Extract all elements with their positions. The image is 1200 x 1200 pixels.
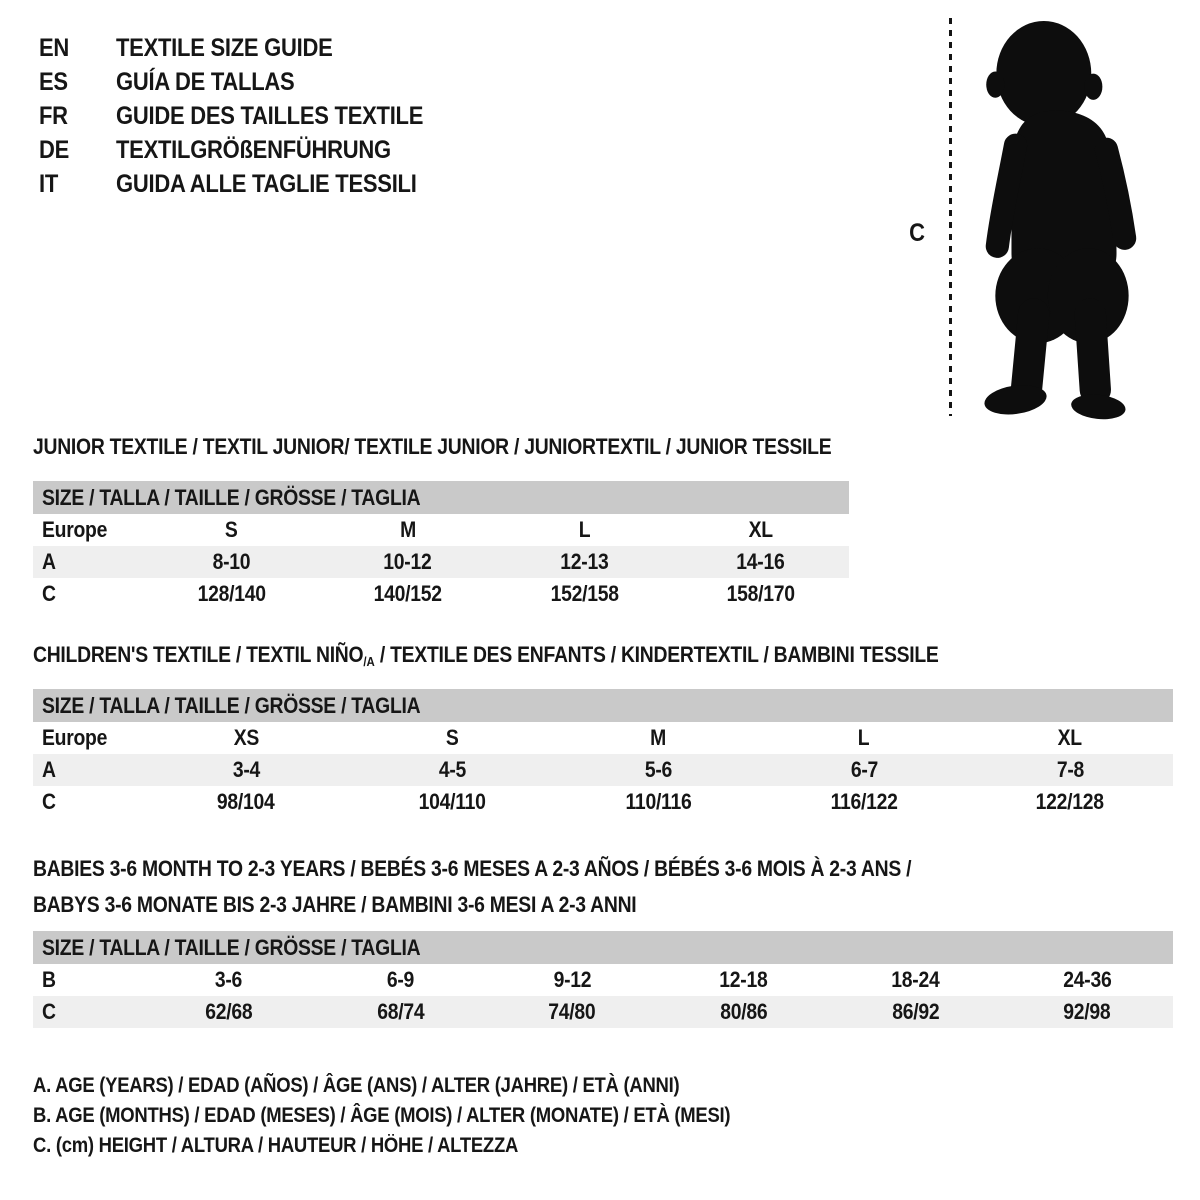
size-value-cell: XL (748, 517, 773, 542)
junior-size-table (33, 481, 849, 610)
table-row-europe (33, 514, 849, 546)
size-value-cell: M (399, 517, 416, 542)
size-value-cell: 6-7 (850, 757, 878, 782)
size-value-cell: 92/98 (1063, 999, 1111, 1024)
row-label: C (42, 999, 56, 1024)
table-row-months (33, 964, 1173, 996)
table-row-age (33, 754, 1173, 786)
toddler-silhouette-icon (973, 16, 1155, 420)
language-row (39, 167, 465, 201)
legend-line-b: B. AGE (MONTHS) / EDAD (MESES) / ÂGE (MOIS) / ALTER (MONATE) / ETÀ (MESI) (33, 1104, 731, 1127)
size-value-cell: 6-9 (386, 967, 415, 992)
size-value-cell: XS (233, 725, 259, 750)
language-title: GUÍA DE TALLAS (116, 67, 295, 96)
size-value-cell: 128/140 (197, 581, 266, 606)
size-value-cell: 104/110 (418, 789, 486, 814)
size-value-cell: 158/170 (726, 581, 795, 606)
babies-section-title: BABIES 3-6 MONTH TO 2-3 YEARS / BEBÉS 3-6 MESES A 2-3 AÑOS / BÉBÉS 3-6 MOIS À 2-3 ANS / BABYS 3-6 MONATE BIS 2-3 JAHRE / BAMBINI 3-6 MESI A 2-3 ANNI (33, 856, 912, 917)
legend-line-c: C. (cm) HEIGHT / ALTURA / HAUTEUR / HÖHE / ALTEZZA (33, 1134, 519, 1157)
table-row-height (33, 578, 849, 610)
size-value-cell: 9-12 (553, 967, 592, 992)
size-value-cell: 12-13 (560, 549, 609, 574)
junior-section-title: JUNIOR TEXTILE / TEXTIL JUNIOR/ TEXTILE JUNIOR / JUNIORTEXTIL / JUNIOR TESSILE (33, 434, 832, 459)
language-title: GUIDE DES TAILLES TEXTILE (116, 101, 424, 130)
size-value-cell: 62/68 (205, 999, 253, 1024)
size-value-cell: L (578, 517, 591, 542)
row-label: Europe (42, 517, 108, 542)
size-value-cell: 4-5 (438, 757, 466, 782)
size-value-cell: S (445, 725, 459, 750)
language-title: TEXTILE SIZE GUIDE (116, 33, 333, 62)
language-code: DE (39, 135, 70, 164)
language-title-list (39, 31, 465, 201)
height-measure-label: C (909, 219, 925, 247)
size-value-cell: 10-12 (383, 549, 432, 574)
size-value-cell: XL (1057, 725, 1083, 750)
size-value-cell: 5-6 (644, 757, 672, 782)
children-size-table (33, 689, 1173, 818)
size-value-cell: 152/158 (550, 581, 619, 606)
language-title: GUIDA ALLE TAGLIE TESSILI (116, 169, 417, 198)
height-measure-line (949, 18, 952, 416)
size-table-header: SIZE / TALLA / TAILLE / GRÖSSE / TAGLIA (33, 931, 1173, 964)
size-value-cell: 14-16 (736, 549, 785, 574)
row-label: A (42, 549, 56, 574)
table-row-height (33, 786, 1173, 818)
legend-line-a: A. AGE (YEARS) / EDAD (AÑOS) / ÂGE (ANS) / ALTER (JAHRE) / ETÀ (ANNI) (33, 1074, 680, 1097)
size-value-cell: 98/104 (217, 789, 275, 814)
language-title: TEXTILGRÖßENFÜHRUNG (116, 135, 391, 164)
size-value-cell: 3-6 (215, 967, 243, 992)
language-code: FR (39, 101, 68, 130)
row-label: B (42, 967, 56, 992)
language-row (39, 133, 465, 167)
row-label: C (42, 581, 56, 606)
size-value-cell: 3-4 (232, 757, 260, 782)
table-row-height (33, 996, 1173, 1028)
size-value-cell: 12-18 (719, 967, 768, 992)
row-label: A (42, 757, 56, 782)
size-value-cell: 74/80 (548, 999, 596, 1024)
size-value-cell: L (858, 725, 870, 750)
size-value-cell: S (224, 517, 238, 542)
legend-footer (33, 1071, 825, 1161)
size-value-cell: 116/122 (830, 789, 898, 814)
table-row-age (33, 546, 849, 578)
nino-a-subscript: /A (363, 654, 375, 669)
size-value-cell: 18-24 (891, 967, 940, 992)
size-value-cell: 80/86 (720, 999, 768, 1024)
size-value-cell: 8-10 (212, 549, 251, 574)
size-table-header: SIZE / TALLA / TAILLE / GRÖSSE / TAGLIA (33, 689, 1173, 722)
language-code: EN (39, 33, 70, 62)
size-value-cell: M (650, 725, 666, 750)
language-row (39, 65, 465, 99)
size-value-cell: 68/74 (376, 999, 425, 1024)
language-code: IT (39, 169, 59, 198)
size-value-cell: 86/92 (891, 999, 940, 1024)
size-value-cell: 24-36 (1063, 967, 1112, 992)
row-label: Europe (42, 725, 108, 750)
size-value-cell: 110/116 (625, 789, 691, 814)
table-row-europe (33, 722, 1173, 754)
language-row (39, 31, 465, 65)
size-value-cell: 7-8 (1056, 757, 1084, 782)
language-code: ES (39, 67, 68, 96)
babies-size-table (33, 931, 1173, 1028)
size-table-header: SIZE / TALLA / TAILLE / GRÖSSE / TAGLIA (33, 481, 849, 514)
row-label: C (42, 789, 56, 814)
size-value-cell: 122/128 (1035, 789, 1105, 814)
language-row (39, 99, 465, 133)
size-value-cell: 140/152 (373, 581, 442, 606)
children-section-title: CHILDREN'S TEXTILE / TEXTIL NIÑO/A / TEXTILE DES ENFANTS / KINDERTEXTIL / BAMBINI TESSILE (33, 642, 939, 669)
